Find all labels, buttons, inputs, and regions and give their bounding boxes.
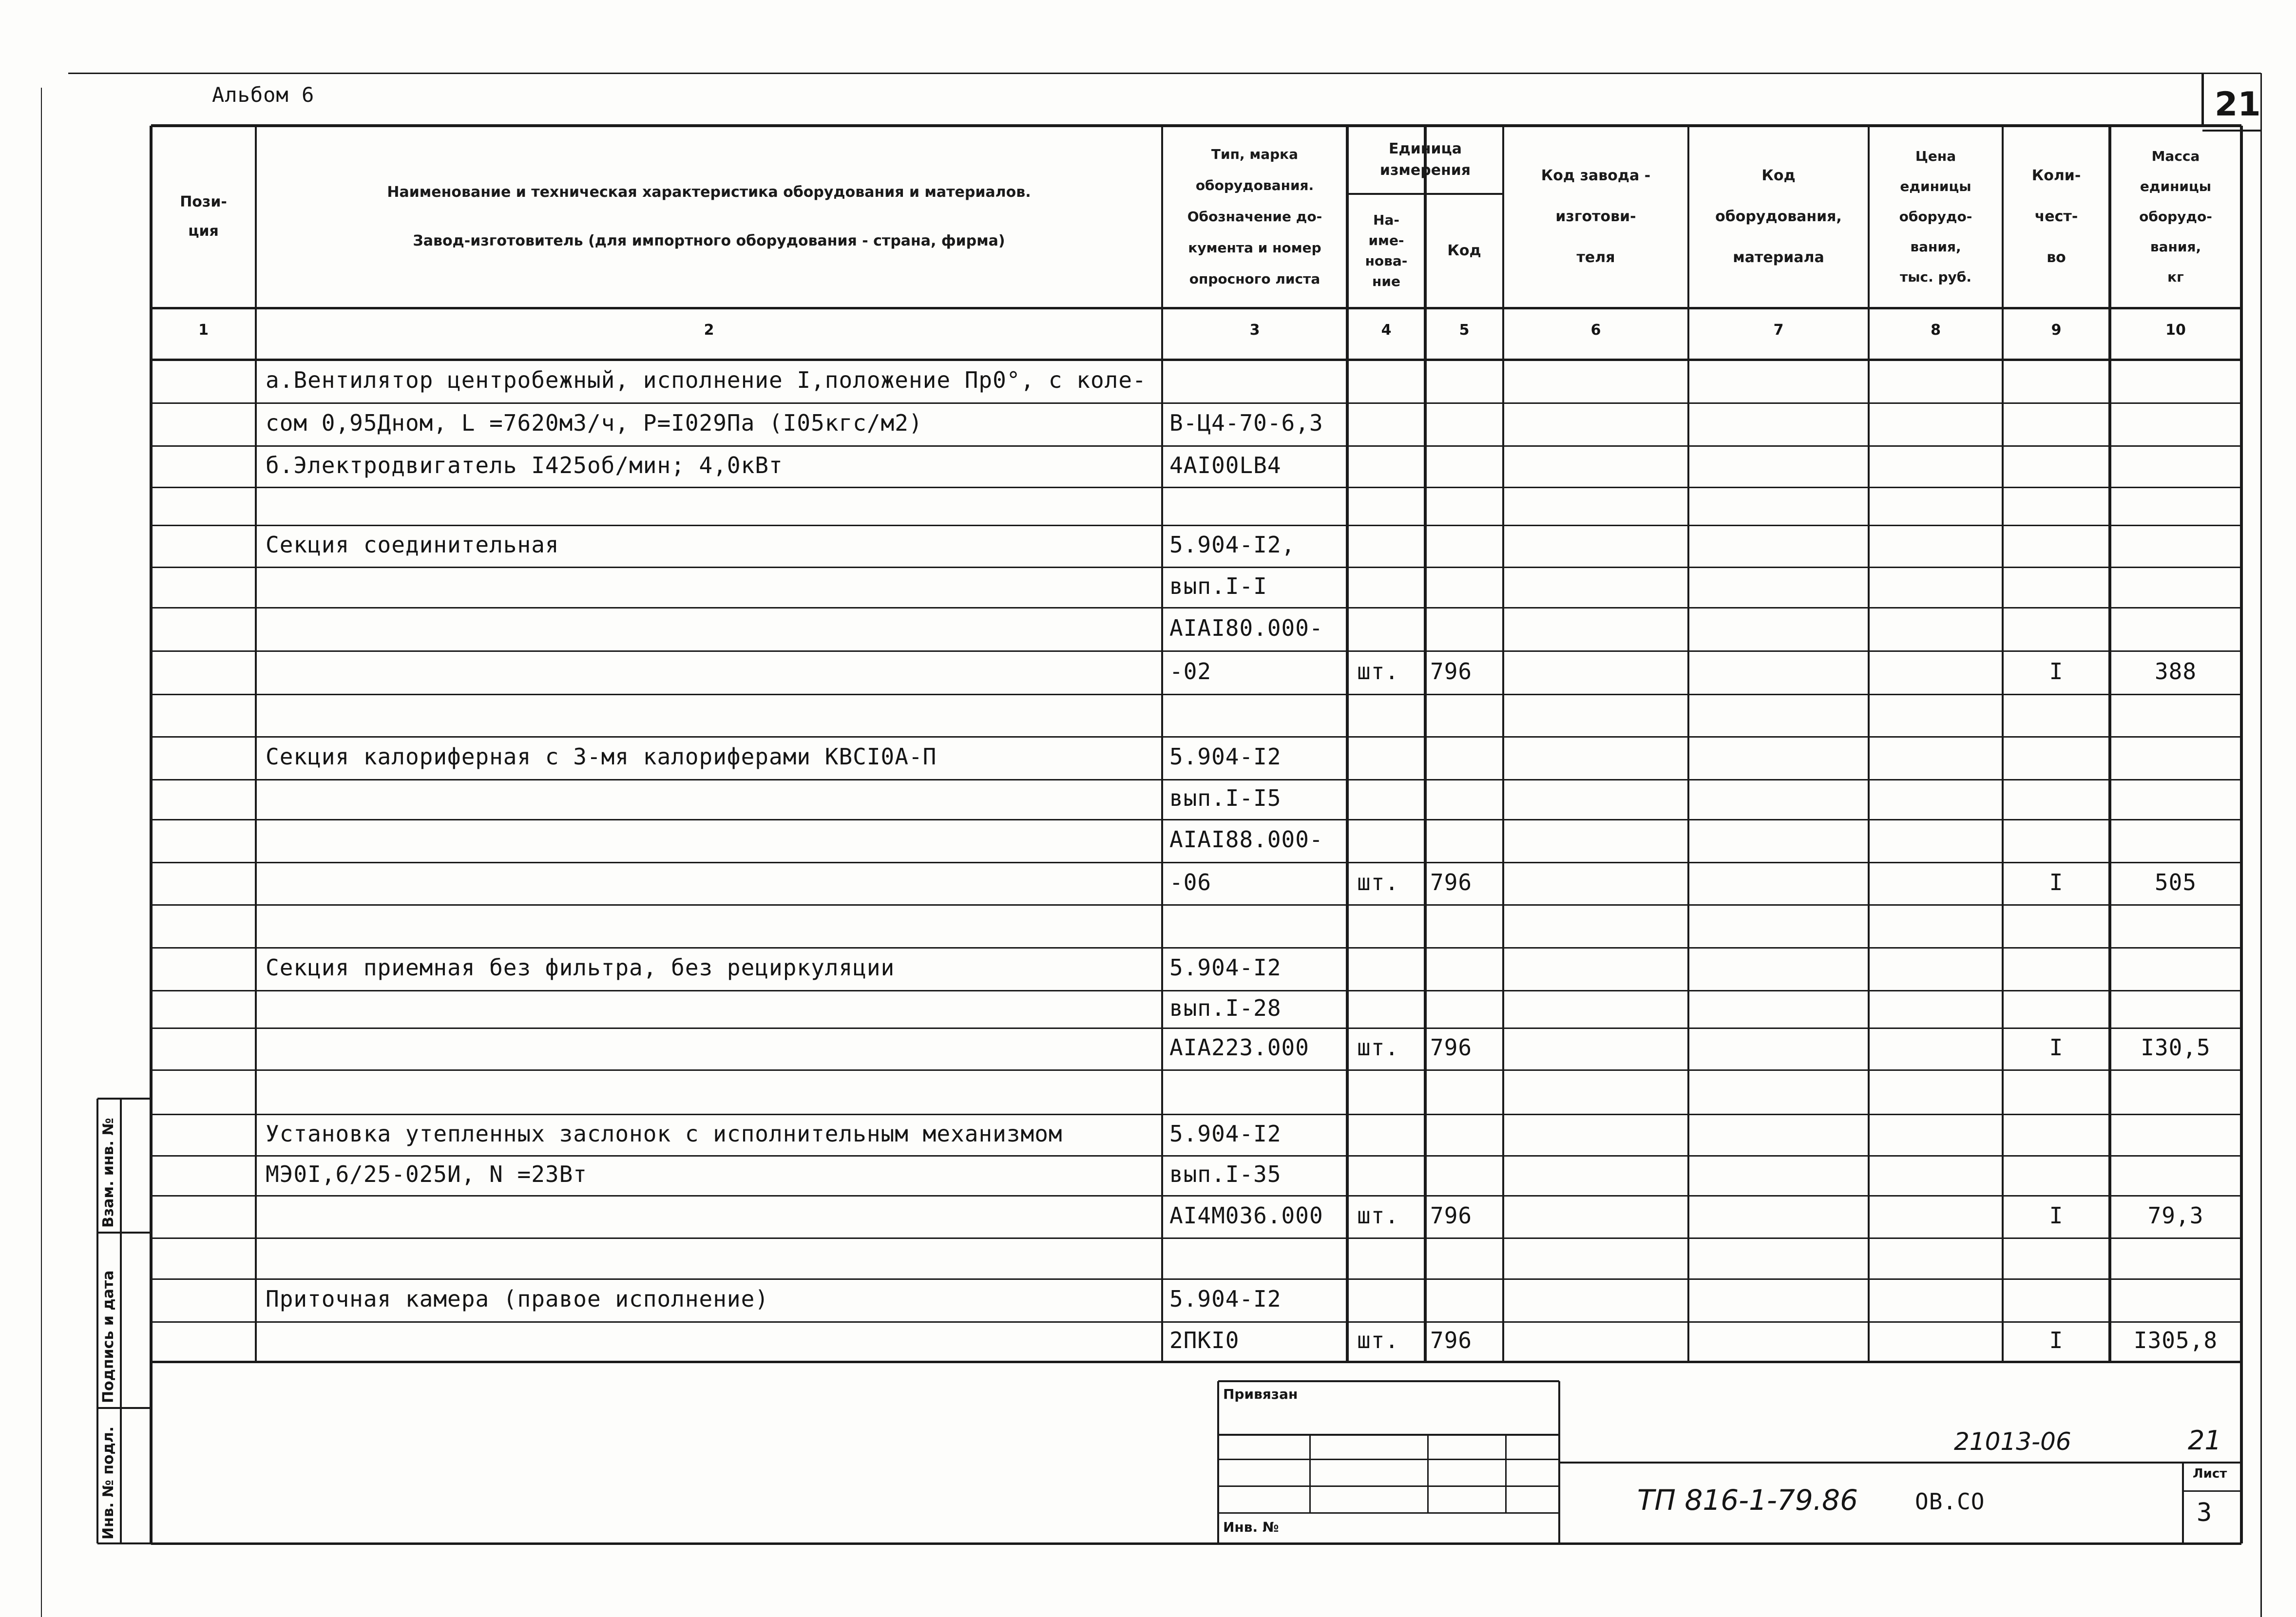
header-price-line: тыс. руб. bbox=[1899, 269, 1971, 285]
header-unit-name-line: име- bbox=[1368, 232, 1404, 248]
header-quantity bbox=[2003, 126, 2110, 308]
stamp-box-top bbox=[1218, 1380, 1559, 1382]
header-unit-group bbox=[1347, 126, 1503, 194]
row-quantity: I bbox=[2049, 658, 2064, 685]
row-unit: шт. bbox=[1357, 869, 1399, 895]
row-name: Секция калориферная с 3-мя калориферами КВСI0А-П bbox=[266, 743, 937, 770]
header-position bbox=[151, 126, 256, 308]
row-type: 5.904-I2 bbox=[1169, 1286, 1282, 1312]
side-stamp-left bbox=[96, 1099, 98, 1543]
bound-label: Привязан bbox=[1223, 1386, 1298, 1402]
row-mass: I30,5 bbox=[2141, 1034, 2211, 1061]
row-quantity: I bbox=[2049, 1202, 2064, 1229]
row-type: АIАI88.000- bbox=[1169, 826, 1323, 853]
row-type: 5.904-I2 bbox=[1169, 1120, 1282, 1147]
header-maker-code bbox=[1503, 126, 1688, 308]
row-type: вып.I-28 bbox=[1169, 994, 1282, 1021]
header-mass-line: кг bbox=[2167, 269, 2184, 285]
header-maker-code-line: Код завода - bbox=[1541, 167, 1651, 184]
header-position-line: Пози- bbox=[180, 193, 227, 210]
stamp-box-rule bbox=[1218, 1459, 1559, 1460]
header-equipment-code-line: оборудования, bbox=[1715, 208, 1842, 225]
side-stamp-label: Инв. № подл. bbox=[100, 1426, 117, 1540]
page-number-stamp: 21 bbox=[2215, 85, 2261, 124]
header-type bbox=[1162, 126, 1347, 308]
row-rule bbox=[151, 990, 2241, 991]
row-rule bbox=[151, 650, 2241, 652]
row-unit-code: 796 bbox=[1430, 1202, 1473, 1229]
header-type-line: Тип, марка bbox=[1211, 146, 1299, 162]
column-divider bbox=[1687, 126, 1689, 1362]
row-type: 2ПКI0 bbox=[1169, 1327, 1240, 1353]
sheet-label: Лист bbox=[2193, 1466, 2227, 1481]
handwritten-code: 21013-06 bbox=[1954, 1427, 2071, 1456]
row-name: Секция приемная без фильтра, без рециркуляции bbox=[266, 954, 895, 981]
row-rule bbox=[151, 487, 2241, 488]
row-unit: шт. bbox=[1357, 1327, 1399, 1353]
row-unit: шт. bbox=[1357, 1034, 1399, 1061]
row-rule bbox=[151, 819, 2241, 820]
header-type-line: кумента и номер bbox=[1188, 240, 1321, 256]
row-type: АI4М036.000 bbox=[1169, 1202, 1323, 1229]
row-name: Установка утепленных заслонок с исполнительным механизмом bbox=[266, 1120, 1063, 1147]
inv-label: Инв. № bbox=[1223, 1519, 1279, 1535]
stamp-box-divider bbox=[1309, 1435, 1311, 1513]
right-margin-rule bbox=[2260, 73, 2262, 1617]
column-divider bbox=[1424, 126, 1427, 1362]
row-type: вып.I-I5 bbox=[1169, 785, 1282, 811]
row-unit-code: 796 bbox=[1430, 1327, 1473, 1353]
row-quantity: I bbox=[2049, 1327, 2064, 1353]
row-rule bbox=[151, 607, 2241, 609]
row-unit: шт. bbox=[1357, 658, 1399, 685]
header-price-line: оборудо- bbox=[1899, 209, 1972, 225]
header-unit-name-line: нова- bbox=[1365, 253, 1408, 269]
header-unit-name-line: ние bbox=[1372, 273, 1400, 289]
left-edge-rule bbox=[41, 88, 42, 1617]
row-type: АIА223.000 bbox=[1169, 1034, 1309, 1061]
row-type: вып.I-I bbox=[1169, 572, 1267, 599]
row-unit-code: 796 bbox=[1430, 869, 1473, 895]
album-label: Альбом 6 bbox=[212, 83, 315, 107]
row-rule bbox=[151, 947, 2241, 949]
header-quantity-line: Коли- bbox=[2031, 167, 2081, 184]
header-price bbox=[1869, 126, 2003, 308]
side-stamp-label: Подпись и дата bbox=[100, 1270, 117, 1403]
header-name-line: Завод-изготовитель (для импортного оборудования - страна, фирма) bbox=[413, 232, 1005, 249]
stamp-box-rule bbox=[1218, 1512, 1559, 1514]
column-number: 1 bbox=[198, 322, 209, 339]
row-type: вып.I-35 bbox=[1169, 1161, 1282, 1187]
column-number: 2 bbox=[704, 322, 714, 339]
column-number: 3 bbox=[1249, 322, 1260, 339]
body-bottom-rule bbox=[151, 1361, 2241, 1363]
column-divider bbox=[2002, 126, 2004, 1362]
column-divider bbox=[1161, 126, 1163, 1362]
side-stamp-top bbox=[97, 1098, 151, 1100]
header-maker-code-line: теля bbox=[1576, 249, 1615, 266]
header-unit-code bbox=[1425, 194, 1503, 308]
column-number: 6 bbox=[1590, 322, 1601, 339]
column-number: 9 bbox=[2051, 322, 2062, 339]
header-unit-name-line: На- bbox=[1373, 212, 1399, 228]
column-number-rule bbox=[151, 359, 2241, 361]
row-rule bbox=[151, 904, 2241, 906]
sheet-number: 3 bbox=[2197, 1498, 2213, 1527]
header-price-line: Цена bbox=[1915, 148, 1956, 164]
stamp-box-rule bbox=[1218, 1434, 1559, 1436]
header-quantity-line: чест- bbox=[2034, 208, 2078, 225]
header-equipment-code-line: материала bbox=[1733, 249, 1824, 266]
handwritten-sheet: 21 bbox=[2188, 1425, 2221, 1456]
row-unit-code: 796 bbox=[1430, 1034, 1473, 1061]
header-mass-line: единицы bbox=[2140, 178, 2212, 194]
header-unit-name bbox=[1347, 194, 1425, 308]
row-rule bbox=[151, 567, 2241, 568]
row-type: -06 bbox=[1169, 869, 1212, 895]
row-mass: I305,8 bbox=[2133, 1327, 2218, 1353]
side-stamp-bottom bbox=[97, 1542, 151, 1544]
row-name: б.Электродвигатель I425об/мин; 4,0кВт bbox=[266, 452, 783, 478]
doc-code-top-rule bbox=[1559, 1462, 2241, 1464]
row-rule bbox=[151, 1069, 2241, 1071]
row-quantity: I bbox=[2049, 869, 2064, 895]
row-type: 5.904-I2, bbox=[1169, 532, 1296, 558]
column-divider bbox=[255, 126, 257, 1362]
side-stamp-rule bbox=[97, 1232, 151, 1234]
column-divider bbox=[1346, 126, 1349, 1362]
side-stamp-label: Взам. инв. № bbox=[100, 1118, 117, 1228]
row-rule bbox=[151, 736, 2241, 738]
row-unit: шт. bbox=[1357, 1202, 1399, 1229]
section-code: ОВ.СО bbox=[1915, 1488, 1985, 1515]
row-quantity: I bbox=[2049, 1034, 2064, 1061]
header-mass-line: вания, bbox=[2150, 239, 2201, 255]
header-quantity-line: во bbox=[2047, 249, 2066, 266]
row-name: Секция соединительная bbox=[266, 532, 559, 558]
row-type: -02 bbox=[1169, 658, 1212, 685]
column-number: 7 bbox=[1773, 322, 1784, 339]
row-type: 4АI00LВ4 bbox=[1169, 452, 1282, 478]
stamp-box-divider bbox=[1427, 1435, 1429, 1513]
side-stamp-rule bbox=[97, 1407, 151, 1409]
top-border-rule bbox=[68, 73, 2261, 74]
stamp-box-divider bbox=[1505, 1435, 1507, 1513]
header-type-line: опросного листа bbox=[1189, 271, 1320, 287]
header-unit-group-line: измерения bbox=[1379, 162, 1471, 179]
sheet-box-left bbox=[2182, 1463, 2184, 1543]
row-rule bbox=[151, 1237, 2241, 1239]
row-rule bbox=[151, 1321, 2241, 1323]
column-number: 10 bbox=[2165, 322, 2186, 339]
row-unit-code: 796 bbox=[1430, 658, 1473, 685]
column-number: 8 bbox=[1931, 322, 1941, 339]
row-name: МЭ0I,6/25-025И, N =23Вт bbox=[266, 1161, 587, 1187]
row-mass: 388 bbox=[2154, 658, 2197, 685]
header-position-line: ция bbox=[188, 223, 219, 240]
row-rule bbox=[151, 1278, 2241, 1280]
header-name-line: Наименование и техническая характеристика оборудования и материалов. bbox=[387, 184, 1031, 201]
column-number: 4 bbox=[1381, 322, 1392, 339]
row-rule bbox=[151, 1027, 2241, 1029]
row-mass: 79,3 bbox=[2147, 1202, 2204, 1229]
header-maker-code-line: изготови- bbox=[1555, 208, 1636, 225]
header-unit-group-line: Единица bbox=[1389, 140, 1462, 157]
sheet-box-rule bbox=[2183, 1490, 2241, 1492]
header-price-line: вания, bbox=[1910, 239, 1961, 255]
column-divider bbox=[1868, 126, 1870, 1362]
row-rule bbox=[151, 1114, 2241, 1115]
side-stamp-mid bbox=[120, 1099, 122, 1543]
row-type: 5.904-I2 bbox=[1169, 954, 1282, 981]
document-code: ТП 816-1-79.86 bbox=[1637, 1484, 1858, 1517]
header-price-line: единицы bbox=[1900, 178, 1971, 194]
row-type: В-Ц4-70-6,3 bbox=[1169, 410, 1323, 436]
row-rule bbox=[151, 525, 2241, 526]
row-rule bbox=[151, 1155, 2241, 1157]
header-mass-line: оборудо- bbox=[2139, 209, 2212, 225]
row-name: сом 0,95Дном, L =7620м3/ч, Р=I029Па (I05кгс/м2) bbox=[266, 410, 923, 436]
header-unit-code-line: Код bbox=[1447, 242, 1481, 259]
header-mass bbox=[2110, 126, 2241, 308]
row-name: Приточная камера (правое исполнение) bbox=[266, 1286, 769, 1312]
row-type: 5.904-I2 bbox=[1169, 743, 1282, 770]
row-rule bbox=[151, 1195, 2241, 1197]
header-equipment-code bbox=[1688, 126, 1869, 308]
header-mass-line: Масса bbox=[2151, 148, 2200, 164]
header-type-line: оборудования. bbox=[1195, 177, 1314, 193]
column-divider bbox=[1502, 126, 1504, 1362]
row-mass: 505 bbox=[2154, 869, 2197, 895]
column-number: 5 bbox=[1459, 322, 1470, 339]
row-name: а.Вентилятор центробежный, исполнение I,положение Пр0°, с коле- bbox=[266, 366, 1147, 393]
title-block-bottom bbox=[151, 1542, 2241, 1545]
header-equipment-code-line: Код bbox=[1761, 167, 1796, 184]
column-divider bbox=[2108, 126, 2111, 1362]
row-rule bbox=[151, 779, 2241, 780]
header-type-line: Обозначение до- bbox=[1187, 209, 1322, 225]
stamp-box-left bbox=[1217, 1381, 1219, 1543]
row-rule bbox=[151, 862, 2241, 863]
row-rule bbox=[151, 694, 2241, 695]
header-name bbox=[256, 126, 1162, 308]
stamp-box-rule bbox=[1218, 1485, 1559, 1487]
page-number-box-left bbox=[2201, 73, 2204, 126]
row-rule bbox=[151, 402, 2241, 404]
row-type: АIАI80.000- bbox=[1169, 614, 1323, 641]
row-rule bbox=[151, 445, 2241, 447]
